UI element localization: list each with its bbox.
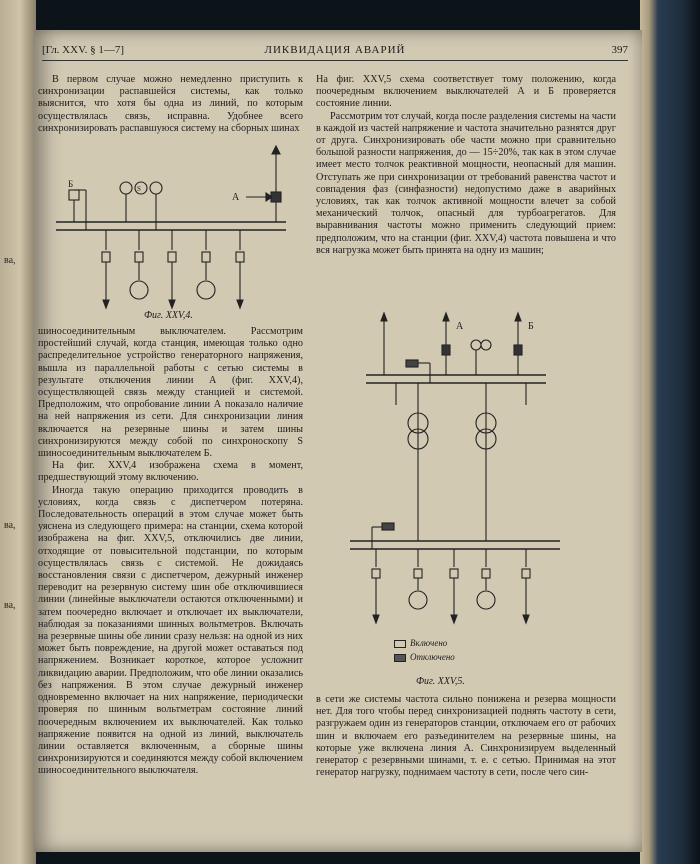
paragraph: На фиг. XXV,5 схема соответствует тому положению, когда поочередным включением выключателей А и Б проверяется состояние линии. [316, 74, 616, 110]
paragraph: На фиг. XXV,4 изображена схема в момент, предшествующий этому включению. [38, 460, 303, 484]
legend-filled-box-icon [394, 654, 406, 662]
book-page [34, 30, 642, 852]
figure-xxv-5 [336, 305, 596, 635]
legend-on-label: Включено [410, 638, 448, 648]
left-column-top [38, 74, 303, 146]
feeder-group [372, 549, 530, 623]
figure-caption: Фиг. XXV,4. [144, 310, 193, 321]
legend-off-label: Отключено [410, 652, 455, 662]
paragraph: В первом случае можно немедленно приступить к синхронизации распавшейся системы, как только выяснится, что хотя бы одна из линий, по которым осуществлялась связь, исправна. Удобнее всего синхронизировать распавшуюся систему на сборных шинах [38, 74, 303, 134]
running-header [42, 42, 628, 61]
label-b: Б [68, 179, 74, 189]
spine-fragment: ва, [4, 255, 16, 266]
legend-off [394, 652, 455, 662]
section-ref: [Гл. XXV. § 1—7] [42, 44, 125, 56]
page-number: 397 [611, 44, 628, 56]
chapter-title: ЛИКВИДАЦИЯ АВАРИЙ [264, 44, 406, 56]
book-spine [0, 0, 36, 864]
paragraph: Иногда такую операцию приходится проводить в условиях, когда связь с диспетчером потеряна. Последовательность операций в этом случае может быть уяснена из следующего примера: на станции, схема которой изображена на фиг. XXV,5, отключились две линии, отходящие от повысительной подстанции, по которым осуществлялась связь с системой. Не дожидаясь восстановления связи с диспетчером, дежурный инженер переводит на резервную систему шин обе отключившиеся линии (линейные выключатели остаются отключенными) и затем поочередно включает и отключает их выключатели, наблюдая за показаниями шинных вольтметров. Включать на резервные шины обе линии сразу нельзя: на одной из них может быть повреждение, на другой может оставаться под напряжением. Возникает короткое, которое усложнит ликвидацию аварии. Предположим, что обе линии оказались без напряжения. В этом случае дежурный инженер одновременно включает на них напряжение, периодически проверяя по шинным вольтметрам состояние линий поочередным включением их выключателей. Как только напряжение появится на одной из линий, выключатель линии оставляется включенным, а сборные шины синхронизируются и соединяются между собой включением шиносоединительного выключателя. [38, 484, 303, 777]
label-a: А [232, 192, 240, 203]
label-s: S [137, 185, 141, 193]
legend-on [394, 638, 447, 648]
right-column-bottom [316, 694, 616, 844]
label-a: А [456, 321, 464, 332]
paragraph: Рассмотрим тот случай, когда после разделения системы на части в каждой из частей напряжение и частота значительно разнятся друг от друга. Синхронизировать обе части можно при сравнительно большой разности напряжения, до — 15÷20%, так как в этом случае имеет место толчок реактивной мощности, неопасный для машин. Отступать же при синхронизации от требований равенства частот и совпадения фаз (синфазности) недопустимо даже в аварийных условиях, так как толчок активной мощности влечет за собой механический толчок, опасный для турбоагрегатов. Для выравнивания частоты можно применить следующий прием: предположим, что на станции (фиг. XXV,4) частота повышена и что вся нагрузка может быть принята на одну из машин; [316, 110, 616, 256]
figure-xxv-4 [46, 140, 296, 325]
label-b: Б [528, 321, 534, 332]
legend-empty-box-icon [394, 640, 406, 648]
figure-caption: Фиг. XXV,5. [416, 676, 465, 687]
spine-fragment: ва, [4, 520, 16, 531]
paragraph: шиносоединительным выключателем. Рассмотрим простейший случай, когда станция, имеющая только одно распределительное устройство генераторного напряжения, вышла из параллельной работы с сетью системы в результате отключения линии А (фиг. XXV,4), осуществляющей связь между станцией и системой. Предположим, что опробование линии А показало наличие на ней напряжения из сети. Для синхронизации линия включается на резервные шины и затем шины синхронизируются между собой по синхроноскопу S шиносоединительным выключателем Б. [38, 326, 303, 460]
spine-fragment: ва, [4, 600, 16, 611]
right-column-top [316, 74, 616, 330]
left-column-bottom [38, 326, 303, 846]
book-cover-edge [640, 0, 700, 864]
paragraph: в сети же системы частота сильно понижена и резерва мощности нет. Для того чтобы перед синхронизацией поднять частоту в сети, разгружаем один из генераторов станции, отключаем его от рабочих шин и включаем его разъединителем на резервные шины, на которые уже включена линия А. Синхронизируем выделенный генератор с резервными шинами, т. е. с сетью. Принимая на этот генератор нагрузку, поднимаем частоту в сети, после чего син- [316, 694, 616, 779]
feeder-group [102, 230, 244, 308]
